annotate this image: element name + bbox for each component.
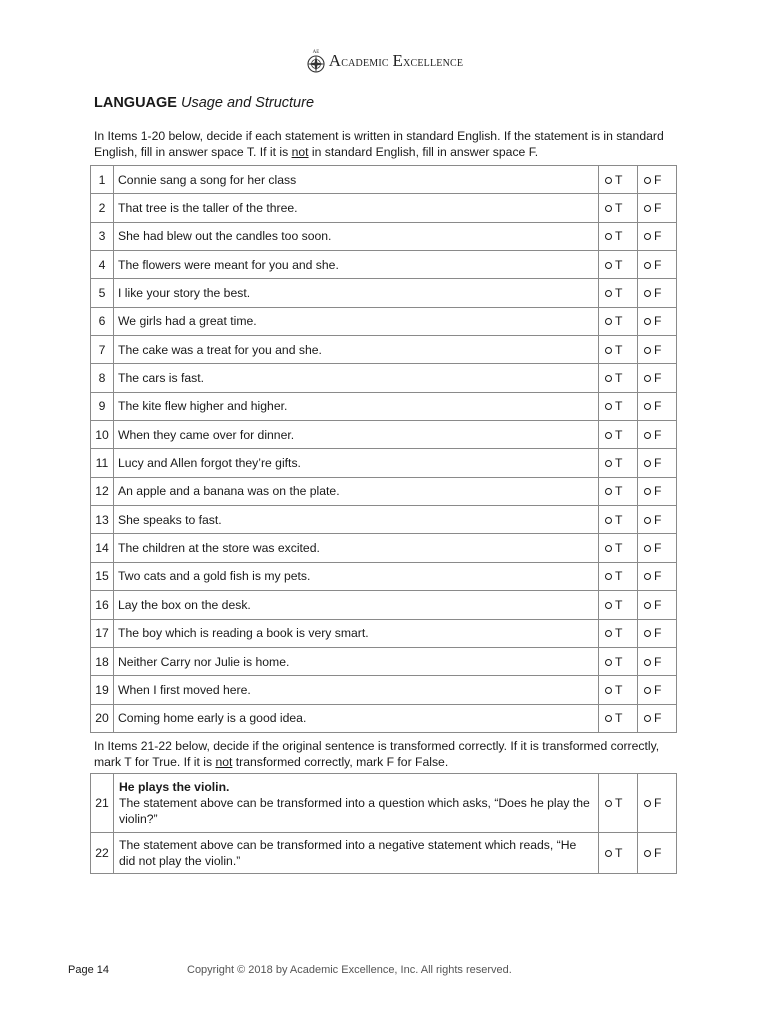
radio-circle-icon[interactable] (644, 460, 651, 467)
answer-option-label: T (615, 456, 623, 471)
item-statement: I like your story the best. (114, 279, 599, 307)
answer-option-t[interactable] (599, 392, 638, 420)
table-row (91, 676, 677, 704)
answer-option-label: T (615, 597, 623, 612)
item-statement (114, 774, 599, 833)
answer-option-t[interactable] (599, 506, 638, 534)
answer-option-t[interactable] (599, 222, 638, 250)
radio-circle-icon[interactable] (605, 517, 612, 524)
answer-option-f[interactable] (638, 477, 677, 505)
copyright: Copyright © 2018 by Academic Excellence, Inc. All rights reserved. (187, 964, 512, 976)
item-number: 10 (91, 421, 114, 449)
table-row (91, 194, 677, 222)
title-bold: LANGUAGE (94, 95, 177, 111)
item-statement: Connie sang a song for her class (114, 166, 599, 194)
radio-circle-icon[interactable] (605, 375, 612, 382)
answer-option-f[interactable] (638, 619, 677, 647)
answer-option-f[interactable] (638, 774, 677, 833)
radio-circle-icon[interactable] (644, 850, 651, 857)
answer-option-f[interactable] (638, 534, 677, 562)
radio-circle-icon[interactable] (644, 318, 651, 325)
item-statement: She had blew out the candles too soon. (114, 222, 599, 250)
answer-option-label: F (654, 257, 662, 272)
answer-option-f[interactable] (638, 421, 677, 449)
original-sentence: He plays the violin. (119, 780, 230, 794)
table-row (91, 449, 677, 477)
answer-option-label: F (654, 229, 662, 244)
item-statement: Neither Carry nor Julie is home. (114, 647, 599, 675)
item-statement: An apple and a banana was on the plate. (114, 477, 599, 505)
title-italic: Usage and Structure (181, 95, 315, 111)
answer-option-label: T (615, 711, 623, 726)
answer-option-t[interactable] (599, 704, 638, 732)
item-statement: The kite flew higher and higher. (114, 392, 599, 420)
item-statement: That tree is the taller of the three. (114, 194, 599, 222)
answer-option-label: F (654, 711, 662, 726)
radio-circle-icon[interactable] (605, 573, 612, 580)
radio-circle-icon[interactable] (605, 850, 612, 857)
item-number: 9 (91, 392, 114, 420)
table-row (91, 704, 677, 732)
answer-option-f[interactable] (638, 166, 677, 194)
answer-option-t[interactable] (599, 647, 638, 675)
answer-option-label: F (654, 569, 662, 584)
radio-circle-icon[interactable] (605, 205, 612, 212)
answer-option-label: F (654, 846, 662, 860)
radio-circle-icon[interactable] (644, 205, 651, 212)
brand-name: Academic Excellence (328, 51, 464, 70)
item-number: 3 (91, 222, 114, 250)
item-statement: When I first moved here. (114, 676, 599, 704)
radio-circle-icon[interactable] (605, 715, 612, 722)
table-row (91, 619, 677, 647)
radio-circle-icon[interactable] (605, 177, 612, 184)
radio-circle-icon[interactable] (605, 545, 612, 552)
answer-option-t[interactable] (599, 562, 638, 590)
table-row (91, 166, 677, 194)
answer-option-f[interactable] (638, 279, 677, 307)
answer-option-t[interactable] (599, 166, 638, 194)
radio-circle-icon[interactable] (605, 687, 612, 694)
item-number: 12 (91, 477, 114, 505)
item-statement: The cake was a treat for you and she. (114, 336, 599, 364)
radio-circle-icon[interactable] (644, 630, 651, 637)
answer-option-label: F (654, 427, 662, 442)
table-row (91, 222, 677, 250)
item-statement: She speaks to fast. (114, 506, 599, 534)
answer-option-t[interactable] (599, 676, 638, 704)
compass-icon (305, 47, 327, 75)
answer-option-f[interactable] (638, 336, 677, 364)
answer-option-f[interactable] (638, 647, 677, 675)
item-number: 11 (91, 449, 114, 477)
table-row (91, 307, 677, 335)
radio-circle-icon[interactable] (644, 262, 651, 269)
answer-option-f[interactable] (638, 676, 677, 704)
item-statement: The children at the store was excited. (114, 534, 599, 562)
radio-circle-icon[interactable] (644, 347, 651, 354)
instructions-items-21-22: In Items 21-22 below, decide if the original sentence is transformed correctly. If it is transformed correctly, mark T for True. If it is not transformed correctly, mark F for False. (94, 739, 660, 769)
table-row (91, 833, 677, 874)
answer-option-t[interactable] (599, 194, 638, 222)
radio-circle-icon[interactable] (605, 262, 612, 269)
answer-option-label: T (615, 229, 623, 244)
answer-option-t[interactable] (599, 534, 638, 562)
answer-option-t[interactable] (599, 251, 638, 279)
answer-option-label: F (654, 682, 662, 697)
radio-circle-icon[interactable] (644, 375, 651, 382)
answer-option-label: T (615, 654, 623, 669)
item-number: 20 (91, 704, 114, 732)
radio-circle-icon[interactable] (644, 573, 651, 580)
answer-option-t[interactable] (599, 477, 638, 505)
answer-option-label: T (615, 484, 623, 499)
answer-option-label: T (615, 172, 623, 187)
table-row (91, 562, 677, 590)
table-row (91, 506, 677, 534)
radio-circle-icon[interactable] (644, 517, 651, 524)
table-row (91, 251, 677, 279)
item-number: 14 (91, 534, 114, 562)
radio-circle-icon[interactable] (644, 602, 651, 609)
answer-option-f[interactable] (638, 194, 677, 222)
table-row (91, 647, 677, 675)
answer-option-label: T (615, 626, 623, 641)
answer-option-label: T (615, 682, 623, 697)
radio-circle-icon[interactable] (605, 432, 612, 439)
answer-option-label: F (654, 371, 662, 386)
item-statement (114, 833, 599, 874)
answer-option-t[interactable] (599, 774, 638, 833)
item-number: 19 (91, 676, 114, 704)
answer-option-label: F (654, 456, 662, 471)
answer-option-label: F (654, 597, 662, 612)
radio-circle-icon[interactable] (605, 460, 612, 467)
answer-option-f[interactable] (638, 307, 677, 335)
table-row (91, 336, 677, 364)
radio-circle-icon[interactable] (644, 488, 651, 495)
radio-circle-icon[interactable] (644, 403, 651, 410)
answer-option-label: T (615, 796, 623, 810)
answer-option-label: T (615, 371, 623, 386)
answer-option-label: T (615, 512, 623, 527)
radio-circle-icon[interactable] (644, 290, 651, 297)
table-row (91, 392, 677, 420)
item-statement: The cars is fast. (114, 364, 599, 392)
answer-option-t[interactable] (599, 307, 638, 335)
answer-option-label: T (615, 399, 623, 414)
answer-option-label: F (654, 541, 662, 556)
item-number: 5 (91, 279, 114, 307)
table-row (91, 774, 677, 833)
answer-option-label: F (654, 399, 662, 414)
radio-circle-icon[interactable] (605, 602, 612, 609)
answer-table-21-22 (90, 773, 677, 874)
item-number: 1 (91, 166, 114, 194)
table-row (91, 591, 677, 619)
answer-option-f[interactable] (638, 392, 677, 420)
item-number: 13 (91, 506, 114, 534)
item-statement: Two cats and a gold fish is my pets. (114, 562, 599, 590)
item-statement: Coming home early is a good idea. (114, 704, 599, 732)
item-statement: Lucy and Allen forgot they’re gifts. (114, 449, 599, 477)
radio-circle-icon[interactable] (605, 403, 612, 410)
answer-option-f[interactable] (638, 251, 677, 279)
answer-option-label: T (615, 541, 623, 556)
radio-circle-icon[interactable] (644, 177, 651, 184)
item-number: 17 (91, 619, 114, 647)
brand-logo (305, 47, 463, 75)
answer-option-f[interactable] (638, 704, 677, 732)
answer-option-label: T (615, 427, 623, 442)
radio-circle-icon[interactable] (644, 233, 651, 240)
radio-circle-icon[interactable] (605, 659, 612, 666)
answer-option-label: T (615, 286, 623, 301)
transform-statement: The statement above can be transformed into a question which asks, “Does he play the violin?” (119, 796, 590, 826)
answer-option-label: T (615, 257, 623, 272)
radio-circle-icon[interactable] (644, 715, 651, 722)
item-statement: We girls had a great time. (114, 307, 599, 335)
answer-option-label: F (654, 286, 662, 301)
answer-option-f[interactable] (638, 833, 677, 874)
answer-option-label: F (654, 626, 662, 641)
radio-circle-icon[interactable] (644, 687, 651, 694)
radio-circle-icon[interactable] (644, 545, 651, 552)
answer-option-f[interactable] (638, 506, 677, 534)
answer-option-label: F (654, 512, 662, 527)
svg-text:AE: AE (312, 50, 320, 55)
item-number: 18 (91, 647, 114, 675)
answer-option-t[interactable] (599, 279, 638, 307)
radio-circle-icon[interactable] (644, 432, 651, 439)
answer-option-label: T (615, 201, 623, 216)
answer-option-label: F (654, 314, 662, 329)
radio-circle-icon[interactable] (644, 800, 651, 807)
table-row (91, 534, 677, 562)
answer-option-label: F (654, 201, 662, 216)
transform-statement: The statement above can be transformed into a negative statement which reads, “He did not play the violin.” (119, 838, 577, 868)
table-row (91, 364, 677, 392)
answer-option-t[interactable] (599, 833, 638, 874)
radio-circle-icon[interactable] (605, 800, 612, 807)
radio-circle-icon[interactable] (605, 233, 612, 240)
answer-option-t[interactable] (599, 421, 638, 449)
answer-option-label: T (615, 314, 623, 329)
item-number: 4 (91, 251, 114, 279)
answer-option-label: F (654, 484, 662, 499)
answer-option-label: F (654, 172, 662, 187)
radio-circle-icon[interactable] (644, 659, 651, 666)
answer-option-t[interactable] (599, 619, 638, 647)
page-header (0, 46, 768, 76)
item-number: 6 (91, 307, 114, 335)
item-number: 8 (91, 364, 114, 392)
answer-option-f[interactable] (638, 449, 677, 477)
page-number: Page 14 (68, 964, 109, 976)
item-number: 21 (91, 774, 114, 833)
answer-option-label: T (615, 846, 623, 860)
radio-circle-icon[interactable] (605, 347, 612, 354)
item-number: 16 (91, 591, 114, 619)
radio-circle-icon[interactable] (605, 290, 612, 297)
item-number: 2 (91, 194, 114, 222)
instructions-items-1-20: In Items 1-20 below, decide if each statement is written in standard English. If the statement is in standard English, fill in answer space T. If it is not in standard English, fill in answer space F. (94, 129, 664, 159)
answer-option-label: T (615, 342, 623, 357)
page-title (94, 95, 314, 111)
answer-option-t[interactable] (599, 364, 638, 392)
item-number: 22 (91, 833, 114, 874)
answer-option-label: F (654, 342, 662, 357)
table-row (91, 279, 677, 307)
table-row (91, 421, 677, 449)
answer-option-label: F (654, 796, 662, 810)
item-number: 15 (91, 562, 114, 590)
item-statement: Lay the box on the desk. (114, 591, 599, 619)
table-row (91, 477, 677, 505)
answer-option-t[interactable] (599, 449, 638, 477)
answer-option-f[interactable] (638, 591, 677, 619)
answer-table-1-20 (90, 165, 677, 733)
radio-circle-icon[interactable] (605, 488, 612, 495)
item-statement: The boy which is reading a book is very smart. (114, 619, 599, 647)
radio-circle-icon[interactable] (605, 318, 612, 325)
answer-option-t[interactable] (599, 336, 638, 364)
item-statement: When they came over for dinner. (114, 421, 599, 449)
answer-option-f[interactable] (638, 364, 677, 392)
answer-option-t[interactable] (599, 591, 638, 619)
item-number: 7 (91, 336, 114, 364)
radio-circle-icon[interactable] (605, 630, 612, 637)
item-statement: The flowers were meant for you and she. (114, 251, 599, 279)
answer-option-f[interactable] (638, 222, 677, 250)
answer-option-label: T (615, 569, 623, 584)
answer-option-label: F (654, 654, 662, 669)
answer-option-f[interactable] (638, 562, 677, 590)
